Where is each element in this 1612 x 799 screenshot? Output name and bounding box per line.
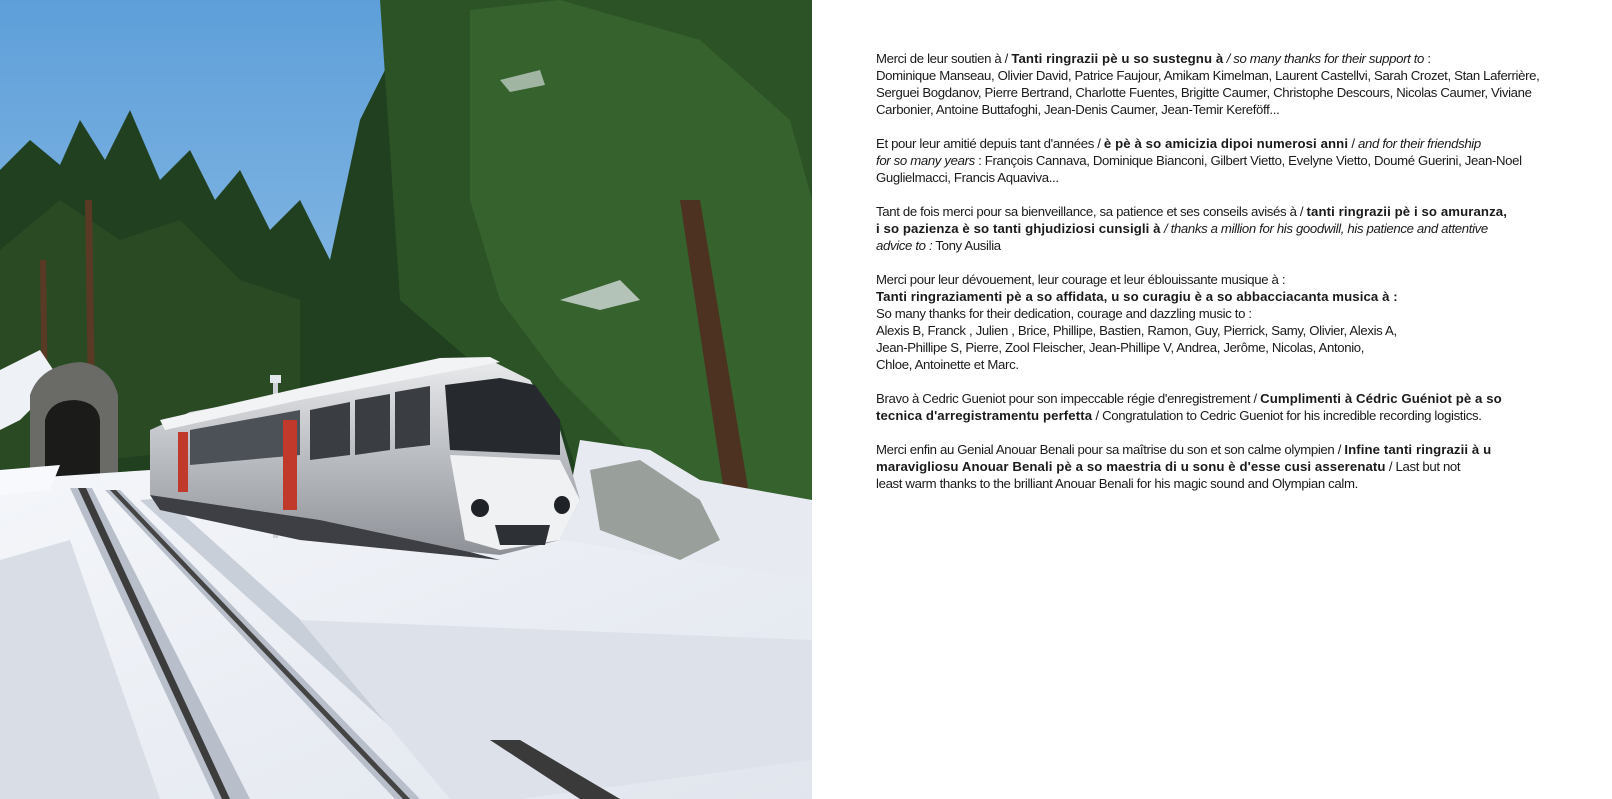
english-text: and for their friendship [1358, 136, 1481, 151]
body-text: least warm thanks to the brilliant Anouar Benali for his magic sound and Olympian calm. [876, 476, 1358, 491]
acknowledgement-paragraph [876, 441, 1548, 492]
english-text: / so many thanks for their support to [1223, 51, 1425, 66]
acknowledgements-text [876, 50, 1548, 509]
body-text: : [1424, 51, 1431, 66]
english-text: advice to : [876, 238, 933, 253]
body-text: / [1348, 136, 1359, 151]
body-text: Merci enfin au Genial Anouar Benali pour sa maîtrise du son et son calme olympien / [876, 442, 1345, 457]
corsican-text: Cumplimenti à Cédric Guéniot pè a so [1260, 391, 1502, 406]
body-text: Dominique Manseau, Olivier David, Patrice Faujour, Amikam Kimelman, Laurent Castellvi, Sarah Crozet, Stan Laferrière, [876, 68, 1540, 83]
corsican-text: Infine tanti ringrazii à u [1344, 442, 1492, 457]
body-text: Guglielmacci, Francis Aquaviva... [876, 170, 1059, 185]
acknowledgement-paragraph [876, 50, 1548, 118]
acknowledgement-paragraph [876, 203, 1548, 254]
body-text: Serguei Bogdanov, Pierre Bertrand, Charlotte Fuentes, Brigitte Caumer, Christophe Descours, Nicolas Caumer, Viviane [876, 85, 1532, 100]
body-text: So many thanks for their dedication, courage and dazzling music to : [876, 306, 1252, 321]
acknowledgement-paragraph [876, 271, 1548, 373]
corsican-text: è pè à so amicizia dipoi numerosi anni [1103, 136, 1349, 151]
corsican-text: tecnica d'arregistramentu perfetta [876, 408, 1093, 423]
body-text: : François Cannava, Dominique Bianconi, Gilbert Vietto, Evelyne Vietto, Doumé Guerini, Jean-Noel [974, 153, 1522, 168]
body-text: Merci de leur soutien à / [876, 51, 1012, 66]
acknowledgement-paragraph [876, 135, 1548, 186]
body-text: Et pour leur amitié depuis tant d'années / [876, 136, 1104, 151]
body-text: / Last but not [1385, 459, 1461, 474]
english-text: for so many years [876, 153, 975, 168]
corsican-text: Tanti ringrazii pè u so sustegnu à [1011, 51, 1224, 66]
body-text: Bravo à Cedric Gueniot pour son impeccable régie d'enregistrement / [876, 391, 1261, 406]
corsican-text: tanti ringrazii pè i so amuranza, [1306, 204, 1507, 219]
body-text: Merci pour leur dévouement, leur courage et leur éblouissante musique à : [876, 272, 1286, 287]
english-text: / thanks a million for his goodwill, his patience and attentive [1160, 221, 1488, 236]
corsican-text: maravigliosu Anouar Benali pè a so maestria di u sonu è d'esse cusi asserenatu [876, 459, 1386, 474]
body-text: Carbonier, Antoine Buttafoghi, Jean-Denis Caumer, Jean-Temir Kereföff... [876, 102, 1280, 117]
body-text: Tant de fois merci pour sa bienveillance, sa patience et ses conseils avisés à / [876, 204, 1307, 219]
corsican-text: i so pazienza è so tanti ghjudiziosi cunsigli à [876, 221, 1161, 236]
acknowledgement-paragraph [876, 390, 1548, 424]
body-text: Jean-Phillipe S, Pierre, Zool Fleischer, Jean-Phillipe V, Andrea, Jerôme, Nicolas, Antonio, [876, 340, 1365, 355]
body-text: / Congratulation to Cedric Gueniot for his incredible recording logistics. [1092, 408, 1482, 423]
body-text: Tony Ausilia [932, 238, 1001, 253]
corsican-text: Tanti ringraziamenti pè a so affidata, u so curagiu è a so abbacciacanta musica à : [876, 289, 1398, 304]
body-text: Chloe, Antoinette et Marc. [876, 357, 1019, 372]
body-text: Alexis B, Franck , Julien , Brice, Phillipe, Bastien, Ramon, Guy, Pierrick, Samy, Olivier, Alexis A, [876, 323, 1397, 338]
